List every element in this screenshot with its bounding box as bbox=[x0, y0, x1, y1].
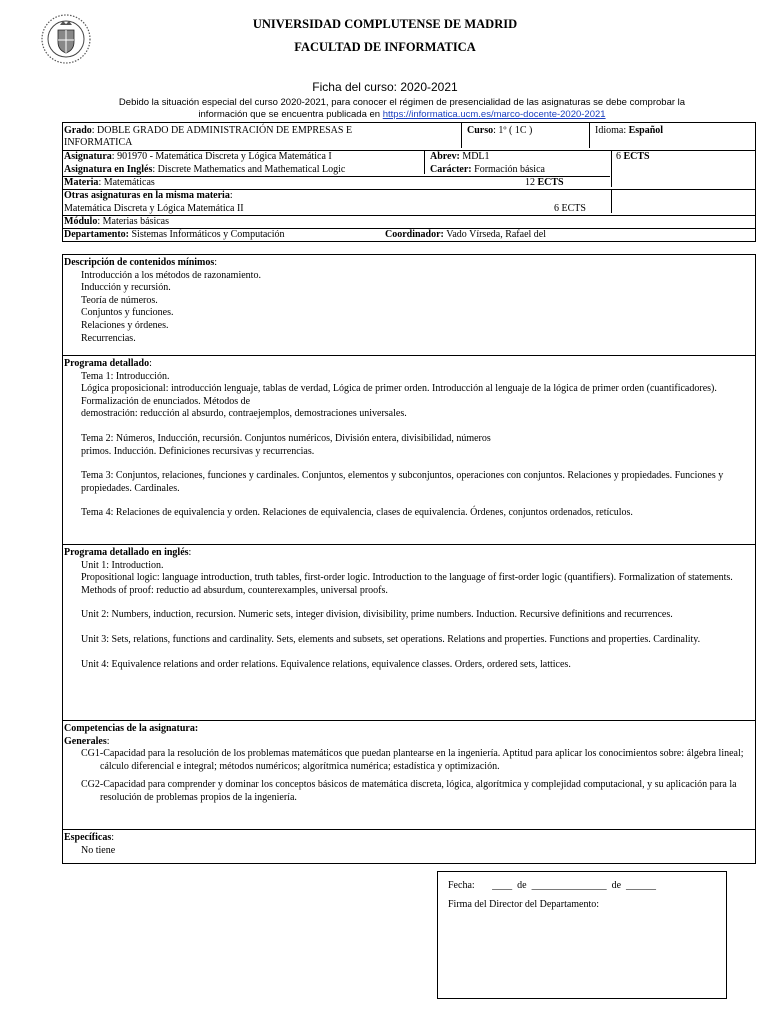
faculty-name: FACULTAD DE INFORMATICA bbox=[294, 40, 476, 54]
contenido-item: Introducción a los métodos de razonamiento. bbox=[81, 269, 261, 281]
unit-4-text: Unit 4: Equivalence relations and order relations. Equivalence relations, equivalence classes. Orders, ordered sets, lattices. bbox=[81, 658, 571, 670]
especificas-value: No tiene bbox=[81, 844, 116, 856]
idioma-field: Idioma: Español bbox=[595, 125, 664, 136]
ects-materia: 12 ECTS bbox=[525, 177, 564, 188]
unit-3-text: Unit 3: Sets, relations, functions and cardinality. Sets, elements and subsets, set operations. Relations and properties. Functions and properties. Cardinality. bbox=[81, 633, 701, 645]
asignatura-ingles-field: Asignatura en Inglés: Discrete Mathematics and Mathematical Logic bbox=[64, 164, 346, 175]
notice-text bbox=[62, 97, 742, 121]
modulo-field: Módulo: Materias básicas bbox=[64, 216, 169, 227]
contenidos-title: Descripción de contenidos mínimos: bbox=[64, 257, 218, 268]
notice-line-1: Debido la situación especial del curso 2020-2021, para conocer el régimen de presencialidad de las asignaturas se debe comprobar la bbox=[118, 97, 686, 108]
competencias-title: Competencias de la asignatura: bbox=[64, 723, 199, 734]
course-sheet-title: Ficha del curso: 2020-2021 bbox=[312, 80, 458, 94]
unit-1-text: Propositional logic: language introduction, truth tables, first-order logic. Introduction to the language of first-order logic (quantifiers). Formalization of statements. Methods of proof: reductio ad absurdum, counterexamples, universal proofs. bbox=[81, 572, 733, 596]
generales-label: Generales: bbox=[64, 735, 110, 747]
programa-ingles-section bbox=[62, 544, 756, 721]
contenido-item: Conjuntos y funciones. bbox=[81, 307, 174, 319]
materia-field: Materia: Matemáticas bbox=[64, 177, 155, 188]
competencia-cg1: CG1-Capacidad para la resolución de los problemas matemáticos que puedan plantearse en la ingeniería. Aptitud para aplicar los conocimientos sobre: álgebra lineal; cálculo diferencial e integral; métodos numéricos; algorítmica numérica; estadística y optimización. bbox=[81, 748, 744, 772]
tema-1-text-2: demostración: reducción al absurdo, contraejemplos, demostraciones universales. bbox=[81, 408, 407, 420]
programa-title: Programa detallado: bbox=[64, 358, 152, 369]
fecha-line: Fecha: ____ de _______________ de ______ bbox=[448, 880, 657, 891]
ects-asignatura: 6 ECTS bbox=[616, 151, 650, 162]
especificas-section bbox=[62, 829, 756, 864]
notice-line-2: información que se encuentra publicada en bbox=[198, 109, 383, 120]
asignatura-field: Asignatura: 901970 - Matemática Discreta y Lógica Matemática I bbox=[64, 151, 332, 162]
departamento-field: Departamento: Sistemas Informáticos y Computación bbox=[64, 229, 285, 240]
unit-2-text: Unit 2: Numbers, induction, recursion. Numeric sets, integer division, divisibility, prime numbers. Induction. Recursive definitions and recurrences. bbox=[81, 609, 673, 621]
especificas-title: Específicas: bbox=[64, 832, 114, 843]
contenido-item: Recurrencias. bbox=[81, 332, 136, 344]
tema-1-title: Tema 1: Introducción. bbox=[81, 370, 170, 382]
programa-ingles-title: Programa detallado en inglés: bbox=[64, 547, 192, 558]
caracter-field: Carácter: Formación básica bbox=[430, 164, 545, 175]
tema-2-line-2: primos. Inducción. Definiciones recursivas y recurrencias. bbox=[81, 445, 315, 457]
abrev-field: Abrev: MDL1 bbox=[430, 151, 490, 162]
director-signature-label: Firma del Director del Departamento: bbox=[448, 899, 600, 910]
signature-box bbox=[437, 871, 727, 999]
coordinador-field: Coordinador: Vado Vírseda, Rafael del bbox=[385, 229, 547, 240]
contenido-item: Inducción y recursión. bbox=[81, 282, 171, 294]
unit-1-title: Unit 1: Introduction. bbox=[81, 559, 164, 571]
contenidos-minimos-section bbox=[62, 254, 756, 356]
university-name: UNIVERSIDAD COMPLUTENSE DE MADRID bbox=[252, 17, 518, 31]
contenido-item: Relaciones y órdenes. bbox=[81, 319, 169, 331]
competencia-cg2: CG2-Capacidad para comprender y dominar los conceptos básicos de matemática discreta, lógica, algorítmica y complejidad computacional, y su aplicación para la resolución de problemas propios de la ingeniería. bbox=[81, 779, 737, 803]
curso-field: Curso: 1º ( 1C ) bbox=[467, 125, 533, 136]
tema-3-text: Tema 3: Conjuntos, relaciones, funciones y cardinales. Conjuntos, elementos y subconjuntos, operaciones con conjuntos. Relaciones y propiedades. Funciones y propiedades. Cardinales. bbox=[81, 470, 724, 494]
ects-otras: 6 ECTS bbox=[554, 203, 586, 214]
contenido-item: Teoría de números. bbox=[81, 294, 158, 306]
tema-4-text: Tema 4: Relaciones de equivalencia y orden. Relaciones de equivalencia, clases de equivalencia. Órdenes, conjuntos ordenados, retículos. bbox=[81, 507, 633, 519]
competencias-section bbox=[62, 720, 756, 830]
tema-1-text: Lógica proposicional: introducción lenguaje, tablas de verdad, Lógica de primer orden. Introducción al lenguaje de la lógica de primer orden (cuantificadores). Formalización de enunciados. Métodos de bbox=[81, 383, 717, 407]
grado-field: Grado: DOBLE GRADO DE ADMINISTRACIÓN DE EMPRESAS E bbox=[64, 125, 353, 136]
marco-docente-link[interactable]: https://informatica.ucm.es/marco-docente-2020-2021 bbox=[382, 109, 606, 120]
course-info-table bbox=[62, 122, 756, 242]
tema-2-line-1: Tema 2: Números, Inducción, recursión. Conjuntos numéricos, División entera, divisibilidad, números bbox=[81, 432, 491, 444]
grado-value-cont: INFORMATICA bbox=[64, 137, 133, 148]
programa-detallado-section bbox=[62, 355, 756, 545]
otras-asignaturas-field: Otras asignaturas en la misma materia: bbox=[64, 190, 233, 201]
otras-asignaturas-value: Matemática Discreta y Lógica Matemática II bbox=[64, 203, 244, 214]
